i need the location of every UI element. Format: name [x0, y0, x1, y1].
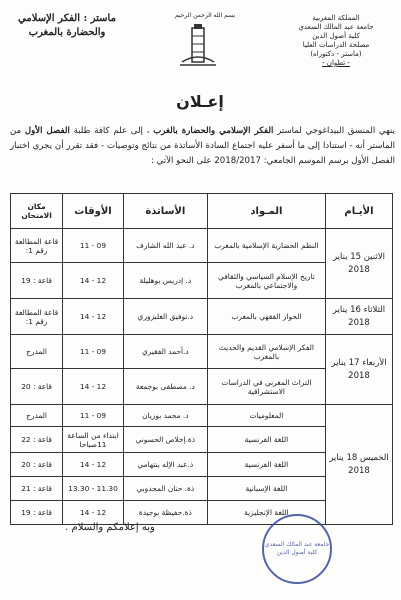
table-row	[11, 299, 393, 335]
professor-cell: ذة.إخلاص الحسوني	[123, 427, 207, 453]
program-line: ماستر : الفكر الإسلامي	[18, 13, 116, 24]
table-row	[11, 335, 393, 369]
room-cell: المدرج	[11, 405, 63, 427]
institution-line: المملكة المغربية	[312, 14, 360, 22]
professor-cell: د. إدريس بوهليلة	[123, 263, 207, 299]
professor-cell: ذة.حفيظة بوجيدة	[123, 501, 207, 525]
subject-cell: المعلوميات	[207, 405, 325, 427]
day-cell: الاثنين 15 يناير 2018	[325, 229, 392, 299]
time-cell: 12 - 14	[63, 501, 124, 525]
room-cell: قاعة : 20	[11, 453, 63, 477]
institution-line: - تطوان -	[322, 59, 350, 67]
professor-cell: د. محمد بوزيان	[123, 405, 207, 427]
subject-cell: اللغة الفرنسية	[207, 453, 325, 477]
time-cell: 09 - 11	[63, 405, 124, 427]
intro-text: من الماستر أنه - استنادا إلى ما أسفر عليه اجتماع السادة الأساتذة من نتائج وتوصيات - فقد تقرر أن يجري اختبار الفصل الأول برسم الموسم الجامعي: 2018/2017 على النحو الآتي :	[10, 126, 395, 166]
room-cell: قاعة : 20	[11, 369, 63, 405]
column-header-subjects: المـواد	[207, 194, 325, 229]
program-name: الفكر الإسلامي والحضارة بالغرب	[153, 126, 274, 136]
time-cell: 09 - 11	[63, 335, 124, 369]
intro-text: ينهي المنسق البيداغوجي لماستر	[277, 126, 396, 136]
day-cell: الثلاثاء 16 يناير 2018	[325, 299, 392, 335]
column-header-days: الأيـام	[325, 194, 392, 229]
time-cell: 12 - 14	[63, 453, 124, 477]
room-cell: قاعة : 21	[11, 477, 63, 501]
time-cell: 11.30 - 13.30	[63, 477, 124, 501]
subject-cell: اللغة الإسبانية	[207, 477, 325, 501]
table-row	[11, 405, 393, 427]
column-header-exam-location: مكان الامتحان	[11, 194, 63, 229]
intro-paragraph	[10, 124, 395, 169]
room-cell: قاعة : 19	[11, 263, 63, 299]
subject-cell: تاريخ الإسلام السياسي والثقافي والاجتماعي بالمغرب	[207, 263, 325, 299]
professor-cell: ذة. حنان المجدوبي	[123, 477, 207, 501]
professor-cell: د.توفيق الغلبزوري	[123, 299, 207, 335]
program-line: والحضارة بالمغرب	[28, 27, 106, 38]
official-stamp: جامعة عبد المالك السعدي كلية أصول الدين	[262, 514, 332, 584]
university-logo-icon	[178, 22, 218, 68]
professor-cell: د. مصطفى بوجمعة	[123, 369, 207, 405]
semester-name: الفصل الأول	[24, 126, 70, 136]
page-title: إعـلان	[176, 92, 224, 111]
room-cell: قاعة المطالعة رقم 1:	[11, 299, 63, 335]
room-cell: قاعة : 19	[11, 501, 63, 525]
exam-schedule-table	[10, 193, 393, 525]
column-header-times: الأوقات	[63, 194, 124, 229]
room-cell: قاعة المطالعة رقم 1:	[11, 229, 63, 263]
institution-line: (ماستر - دكتوراه)	[310, 50, 362, 58]
time-cell: 12 - 14	[63, 369, 124, 405]
professor-cell: د. عبد الله الشارف	[123, 229, 207, 263]
professor-cell: ذ.عبد الإله بنتهامي	[123, 453, 207, 477]
subject-cell: اللغة الإنجليزية	[207, 501, 325, 525]
time-cell: 09 - 11	[63, 229, 124, 263]
time-cell: 12 - 14	[63, 299, 124, 335]
professor-cell: د.أحمد الفقيري	[123, 335, 207, 369]
program-header	[8, 12, 126, 40]
bismillah: بسم الله الرحمن الرحيم	[174, 12, 236, 19]
time-cell: ابتداء من الساعة 11صباحا	[63, 427, 124, 453]
room-cell: المدرج	[11, 335, 63, 369]
intro-text: ، إلى علم كافة طلبة	[73, 126, 150, 136]
subject-cell: الفكر الإسلامي القديم والحديث بالمغرب	[207, 335, 325, 369]
subject-cell: التراث المغربي في الدراسات الاستشراقية	[207, 369, 325, 405]
day-cell: الخميس 18 يناير 2018	[325, 405, 392, 525]
day-cell: الأربعاء 17 يناير 2018	[325, 335, 392, 405]
closing-line: وبه إعلامكم والسلام .	[65, 522, 155, 533]
institution-line: جامعة عبد المالك السعدي	[298, 23, 374, 31]
subject-cell: النظم الحضارية الإسلامية بالمغرب	[207, 229, 325, 263]
institution-line: كلية أصول الدين	[312, 32, 360, 40]
table-header-row	[11, 194, 393, 229]
subject-cell: الحوار الفقهي بالمغرب	[207, 299, 325, 335]
institution-header	[277, 14, 395, 68]
institution-line: مصلحة الدراسات العليا	[302, 41, 370, 49]
column-header-professors: الأساتذة	[123, 194, 207, 229]
room-cell: قاعة : 22	[11, 427, 63, 453]
time-cell: 12 - 14	[63, 263, 124, 299]
table-row	[11, 229, 393, 263]
subject-cell: اللغة الفرنسية	[207, 427, 325, 453]
